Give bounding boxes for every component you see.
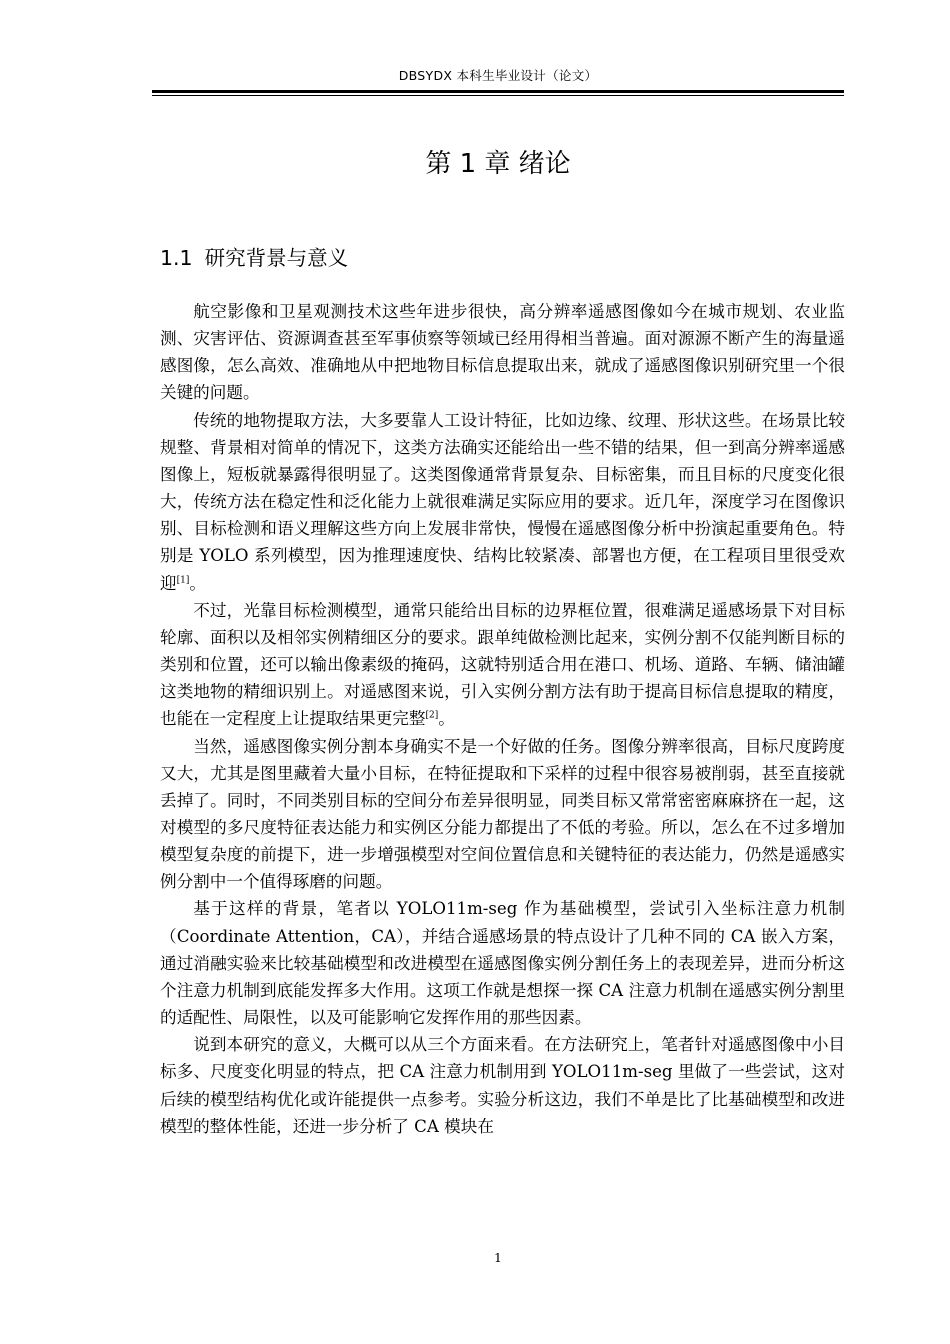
header-rule-thick	[152, 90, 844, 93]
paragraph-text: 传统的地物提取方法，大多要靠人工设计特征，比如边缘、纹理、形状这些。在场景比较规整、背景相对简单的情况下，这类方法确实还能给出一些不错的结果，但一到高分辨率遥感图像上，短板就暴露得很明显了。这类图像通常背景复杂、目标密集，而且目标的尺度变化很大，传统方法在稳定性和泛化能力上就很难满足实际应用的要求。近几年，深度学习在图像识别、目标检测和语义理解这些方向上发展非常快，慢慢在遥感图像分析中扮演起重要角色。特别是 YOLO 系列模型，因为推理速度快、结构比较紧凑、部署也方便，在工程项目里很受欢迎	[160, 410, 845, 593]
citation-1: [1]	[176, 575, 190, 586]
page-number: 1	[494, 1250, 502, 1265]
paragraph-text: 航空影像和卫星观测技术这些年进步很快，高分辨率遥感图像如今在城市规划、农业监测、灾害评估、资源调查甚至军事侦察等领域已经用得相当普遍。面对源源不断产生的海量遥感图像，怎么高效、准确地从中把地物目标信息提取出来，就成了遥感图像识别研究里一个很关键的问题。	[160, 302, 845, 403]
paragraph-2	[160, 407, 845, 597]
section-heading	[160, 244, 348, 272]
paragraph-text: 说到本研究的意义，大概可以从三个方面来看。在方法研究上，笔者针对遥感图像中小目标多、尺度变化明显的特点，把 CA 注意力机制用到 YOLO11m-seg 里做了一些尝试，这对后续的模型结构优化或许能提供一点参考。实验分析这边，我们不单是比了比基础模型和改进模型的整体性能，还进一步分析了 CA 模块在	[160, 1035, 845, 1136]
section-title: 研究背景与意义	[204, 246, 349, 270]
chapter-title: 第 1 章 绪论	[425, 149, 571, 179]
section-number: 1.1	[160, 246, 193, 270]
paragraph-text: 基于这样的背景，笔者以 YOLO11m-seg 作为基础模型，尝试引入坐标注意力机制（Coordinate Attention，CA），并结合遥感场景的特点设计了几种不同的 CA 嵌入方案，通过消融实验来比较基础模型和改进模型在遥感图像实例分割任务上的表现差异，进而分析这个注意力机制到底能发挥多大作用。这项工作就是想探一探 CA 注意力机制在遥感实例分割里的适配性、局限性，以及可能影响它发挥作用的那些因素。	[160, 899, 845, 1028]
paragraph-text: 当然，遥感图像实例分割本身确实不是一个好做的任务。图像分辨率很高，目标尺度跨度又大，尤其是图里藏着大量小目标，在特征提取和下采样的过程中很容易被削弱，甚至直接就丢掉了。同时，不同类别目标的空间分布差异很明显，同类目标又常常密密麻麻挤在一起，这对模型的多尺度特征表达能力和实例区分能力都提出了不低的考验。所以，怎么在不过多增加模型复杂度的前提下，进一步增强模型对空间位置信息和关键特征的表达能力，仍然是遥感实例分割中一个值得琢磨的问题。	[160, 736, 845, 892]
paragraph-tail: 。	[438, 709, 455, 729]
paragraph-6	[160, 1031, 845, 1140]
running-header: DBSYDX 本科生毕业设计（论文）	[398, 68, 598, 83]
citation-2: [2]	[425, 710, 439, 721]
header-rule-thin	[152, 95, 844, 96]
paragraph-4	[160, 733, 845, 896]
paragraph-5	[160, 895, 845, 1031]
body-text	[160, 298, 845, 1140]
paragraph-text: 不过，光靠目标检测模型，通常只能给出目标的边界框位置，很难满足遥感场景下对目标轮廓、面积以及相邻实例精细区分的要求。跟单纯做检测比起来，实例分割不仅能判断目标的类别和位置，还可以输出像素级的掩码，这就特别适合用在港口、机场、道路、车辆、储油罐这类地物的精细识别上。对遥感图来说，引入实例分割方法有助于提高目标信息提取的精度，也能在一定程度上让提取结果更完整	[160, 600, 845, 729]
paragraph-1	[160, 298, 845, 407]
paragraph-tail: 。	[189, 573, 206, 593]
paragraph-3	[160, 597, 845, 733]
